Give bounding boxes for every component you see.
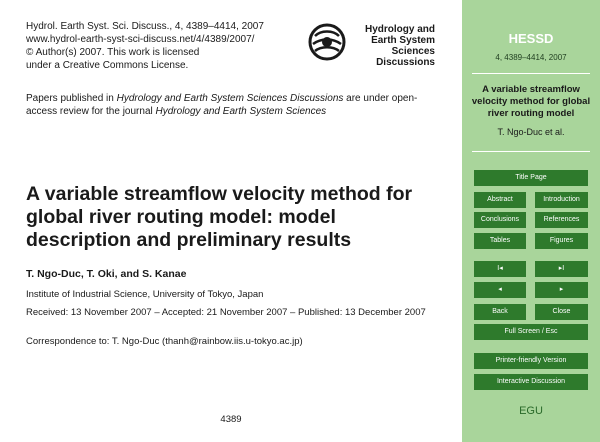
sidebar-journal: HESSD [508, 31, 554, 46]
sidebar-author: T. Ngo-Duc et al. [497, 127, 565, 137]
globe-logo-icon [307, 22, 347, 62]
paper-title: A variable streamflow velocity method for global river routing model: model description and preliminary results [26, 183, 413, 251]
conclusions-button[interactable]: Conclusions [474, 212, 526, 228]
references-button[interactable]: References [535, 212, 588, 228]
last-page-button[interactable]: ▸I [535, 261, 588, 277]
printer-friendly-button[interactable]: Printer-friendly Version [474, 353, 588, 369]
notice-text: Papers published in [26, 93, 117, 104]
sidebar [462, 0, 600, 442]
logo-line: Earth System [371, 35, 435, 46]
sidebar-title: A variable streamflow velocity method for global river routing model [471, 84, 591, 119]
logo-line: Sciences [391, 46, 435, 57]
next-page-button[interactable]: ▸ [535, 282, 588, 298]
paper-authors: T. Ngo-Duc, T. Oki, and S. Kanae [26, 268, 187, 280]
review-notice [26, 92, 446, 118]
first-page-button[interactable]: I◂ [474, 261, 526, 277]
sidebar-ref: 4, 4389–4414, 2007 [495, 53, 567, 62]
affiliation: Institute of Industrial Science, University of Tokyo, Japan [26, 289, 264, 300]
title-page-button[interactable]: Title Page [474, 170, 588, 186]
abstract-button[interactable]: Abstract [474, 192, 526, 208]
citation-header [26, 20, 264, 72]
url-line: www.hydrol-earth-syst-sci-discuss.net/4/4389/2007/ [26, 34, 255, 45]
tables-button[interactable]: Tables [474, 233, 526, 249]
notice-journal: Hydrology and Earth System Sciences Discussions [116, 93, 344, 104]
fullscreen-button[interactable]: Full Screen / Esc [474, 324, 588, 340]
license-line: under a Creative Commons License. [26, 60, 189, 71]
logo-line: Discussions [376, 57, 435, 68]
publisher-label: EGU [519, 405, 543, 417]
journal-logo [307, 22, 435, 70]
logo-text [365, 24, 435, 68]
notice-journal: Hydrology and Earth System Sciences [155, 106, 327, 117]
received-dates: Received: 13 November 2007 – Accepted: 21 November 2007 – Published: 13 December 2007 [26, 307, 426, 318]
page-number: 4389 [220, 414, 242, 425]
copyright-line: © Author(s) 2007. This work is licensed [26, 47, 200, 58]
notice-text: are under open-access review for the journal [26, 93, 418, 117]
divider [472, 73, 590, 74]
citation-line: Hydrol. Earth Syst. Sci. Discuss., 4, 4389–4414, 2007 [26, 21, 264, 32]
interactive-discussion-button[interactable]: Interactive Discussion [474, 374, 588, 390]
logo-line: Hydrology and [364, 24, 435, 35]
correspondence: Correspondence to: T. Ngo-Duc (thanh@rainbow.iis.u-tokyo.ac.jp) [26, 336, 303, 347]
prev-page-button[interactable]: ◂ [474, 282, 526, 298]
introduction-button[interactable]: Introduction [535, 192, 588, 208]
back-button[interactable]: Back [474, 304, 526, 320]
close-button[interactable]: Close [535, 304, 588, 320]
figures-button[interactable]: Figures [535, 233, 588, 249]
divider [472, 151, 590, 152]
